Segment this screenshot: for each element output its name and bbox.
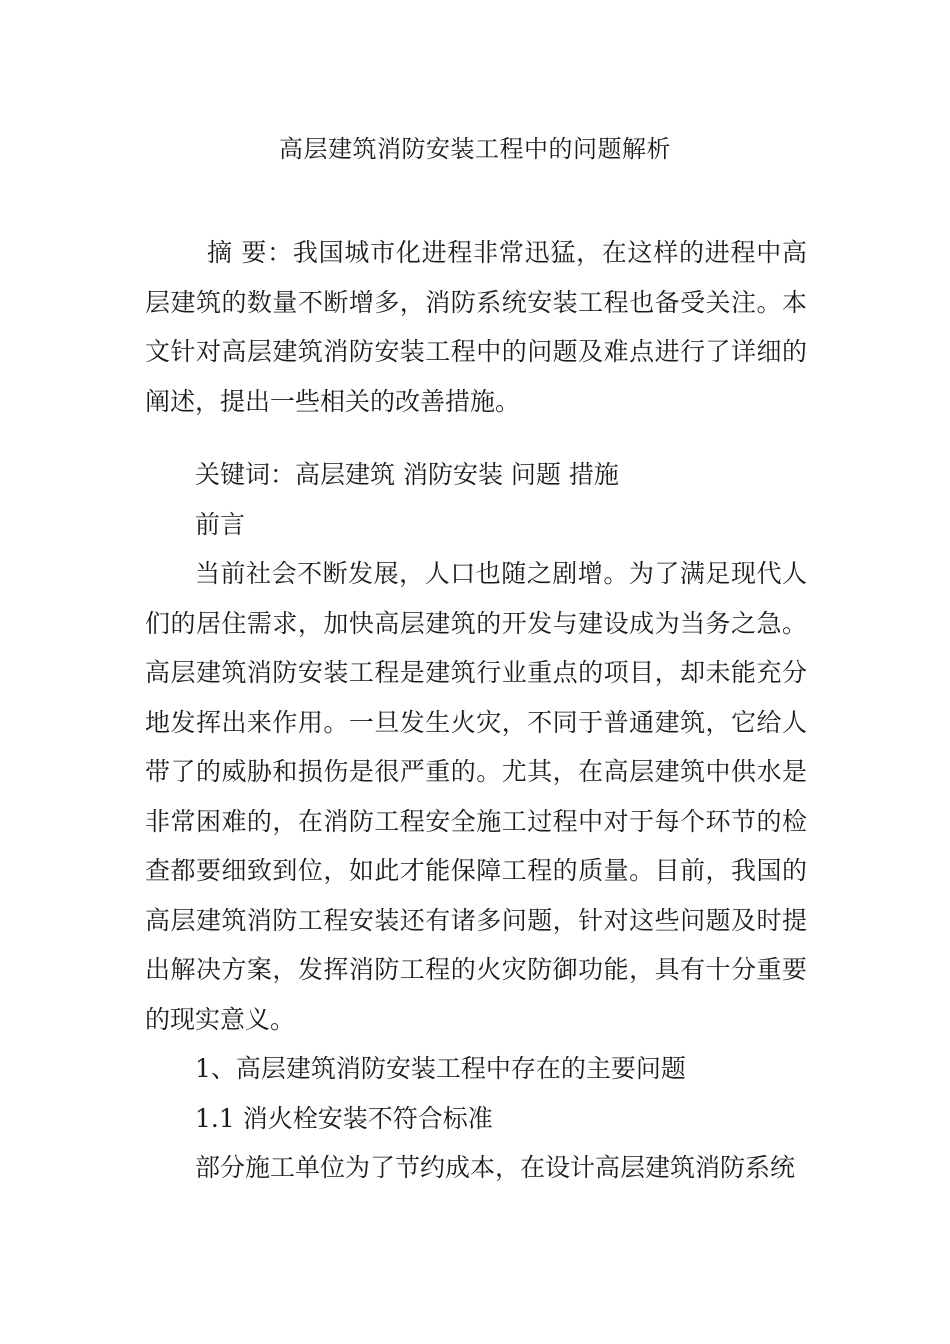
preface-paragraph: 当前社会不断发展，人口也随之剧增。为了满足现代人们的居住需求，加快高层建筑的开发与建设成为当务之急。高层建筑消防安装工程是建筑行业重点的项目，却未能充分地发挥出来作用。一旦发生火灾，不同于普通建筑，它给人带了的威胁和损伤是很严重的。尤其，在高层建筑中供水是非常困难的，在消防工程安全施工过程中对于每个环节的检查都要细致到位，如此才能保障工程的质量。目前，我国的高层建筑消防工程安装还有诸多问题，针对这些问题及时提出解决方案，发挥消防工程的火灾防御功能，具有十分重要的现实意义。 — [145, 559, 807, 1034]
section-1-1-paragraph: 部分施工单位为了节约成本，在设计高层建筑消防系统 — [195, 1153, 796, 1182]
preface-heading: 前言 — [195, 509, 246, 539]
section-1-heading: 1、高层建筑消防安装工程中存在的主要问题 — [195, 1054, 686, 1083]
keywords-line: 关键词：高层建筑 消防安装 问题 措施 — [195, 460, 619, 489]
abstract-text: 我国城市化进程非常迅猛，在这样的进程中高层建筑的数量不断增多，消防系统安装工程也备受关注。本文针对高层建筑消防安装工程中的问题及难点进行了详细的阐述，提出一些相关的改善措施。 — [145, 238, 807, 416]
section-1-1-heading: 1.1 消火栓安装不符合标准 — [195, 1103, 493, 1133]
document-title: 高层建筑消防安装工程中的问题解析 — [279, 135, 671, 163]
body-content — [145, 450, 807, 1193]
abstract-paragraph — [145, 228, 807, 426]
abstract-label: 摘 要： — [207, 238, 293, 267]
